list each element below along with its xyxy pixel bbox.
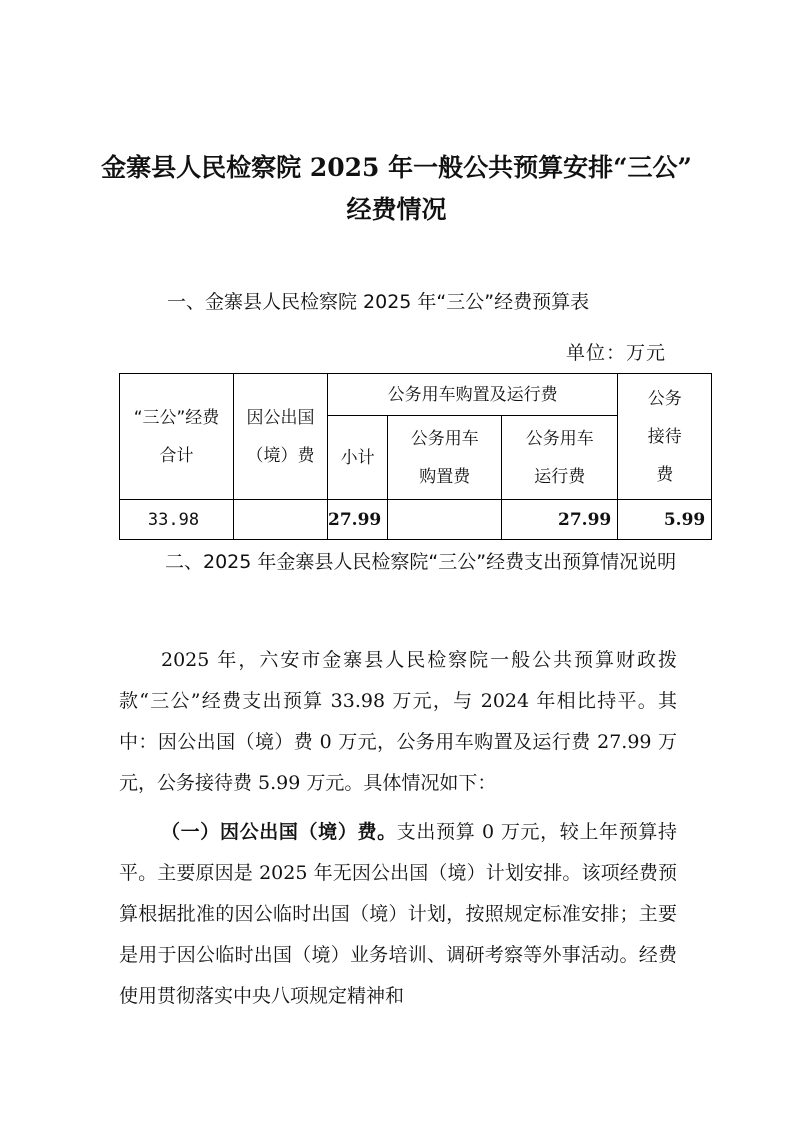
header-vehicle-operation xyxy=(502,416,618,500)
document-title-line2: 经费情况 xyxy=(346,195,447,224)
header-abroad xyxy=(234,374,328,500)
header-vehicle-purchase-label: 公务用车购置费 xyxy=(410,428,479,487)
cell-total: 33.98 xyxy=(120,500,234,540)
paragraph-overview: 2025 年，六安市金寨县人民检察院一般公共预算财政拨款“三公”经费支出预算 33.98 万元，与 2024 年相比持平。其中：因公出国（境）费 0 万元，公务用车购置及运行费 27.99 万元，公务接待费 5.99 万元。具体情况如下： xyxy=(119,649,677,794)
cell-reception: 5.99 xyxy=(618,500,712,540)
cell-vehicle-purchase xyxy=(388,500,502,540)
paragraph-abroad xyxy=(119,812,677,1017)
header-total xyxy=(120,374,234,500)
paragraph-abroad-body: 支出预算 0 万元，较上年预算持平。主要原因是 2025 年无因公出国（境）计划安排。该项经费预算根据批准的因公临时出国（境）计划，按照规定标准安排；主要是用于因公临时出国（境）业务培训、调研考察等外事活动。经费使用贯彻落实中央八项规定精神和 xyxy=(119,821,677,1007)
paragraph-abroad-lead: （一）因公出国（境）费。 xyxy=(161,821,397,843)
header-total-label: “三公”经费合计 xyxy=(133,407,220,466)
cell-vehicle-operation: 27.99 xyxy=(502,500,618,540)
header-reception xyxy=(618,374,712,500)
header-vehicle-operation-label: 公务用车运行费 xyxy=(525,428,594,487)
unit-label: 单位：万元 xyxy=(566,342,667,364)
cell-subtotal: 27.99 xyxy=(328,500,388,540)
section1-heading: 一、金寨县人民检察院 2025 年“三公”经费预算表 xyxy=(167,291,590,313)
header-subtotal: 小计 xyxy=(328,416,388,500)
header-reception-label: 公务接待费 xyxy=(647,388,682,485)
budget-table xyxy=(119,373,712,540)
cell-abroad xyxy=(234,500,328,540)
header-vehicle-purchase xyxy=(388,416,502,500)
document-title-line1: 金寨县人民检察院 2025 年一般公共预算安排“三公” xyxy=(101,153,692,182)
header-vehicle-group: 公务用车购置及运行费 xyxy=(328,374,618,416)
header-abroad-label: 因公出国（境）费 xyxy=(246,407,315,466)
section2-heading: 二、2025 年金寨县人民检察院“三公”经费支出预算情况说明 xyxy=(165,551,677,573)
